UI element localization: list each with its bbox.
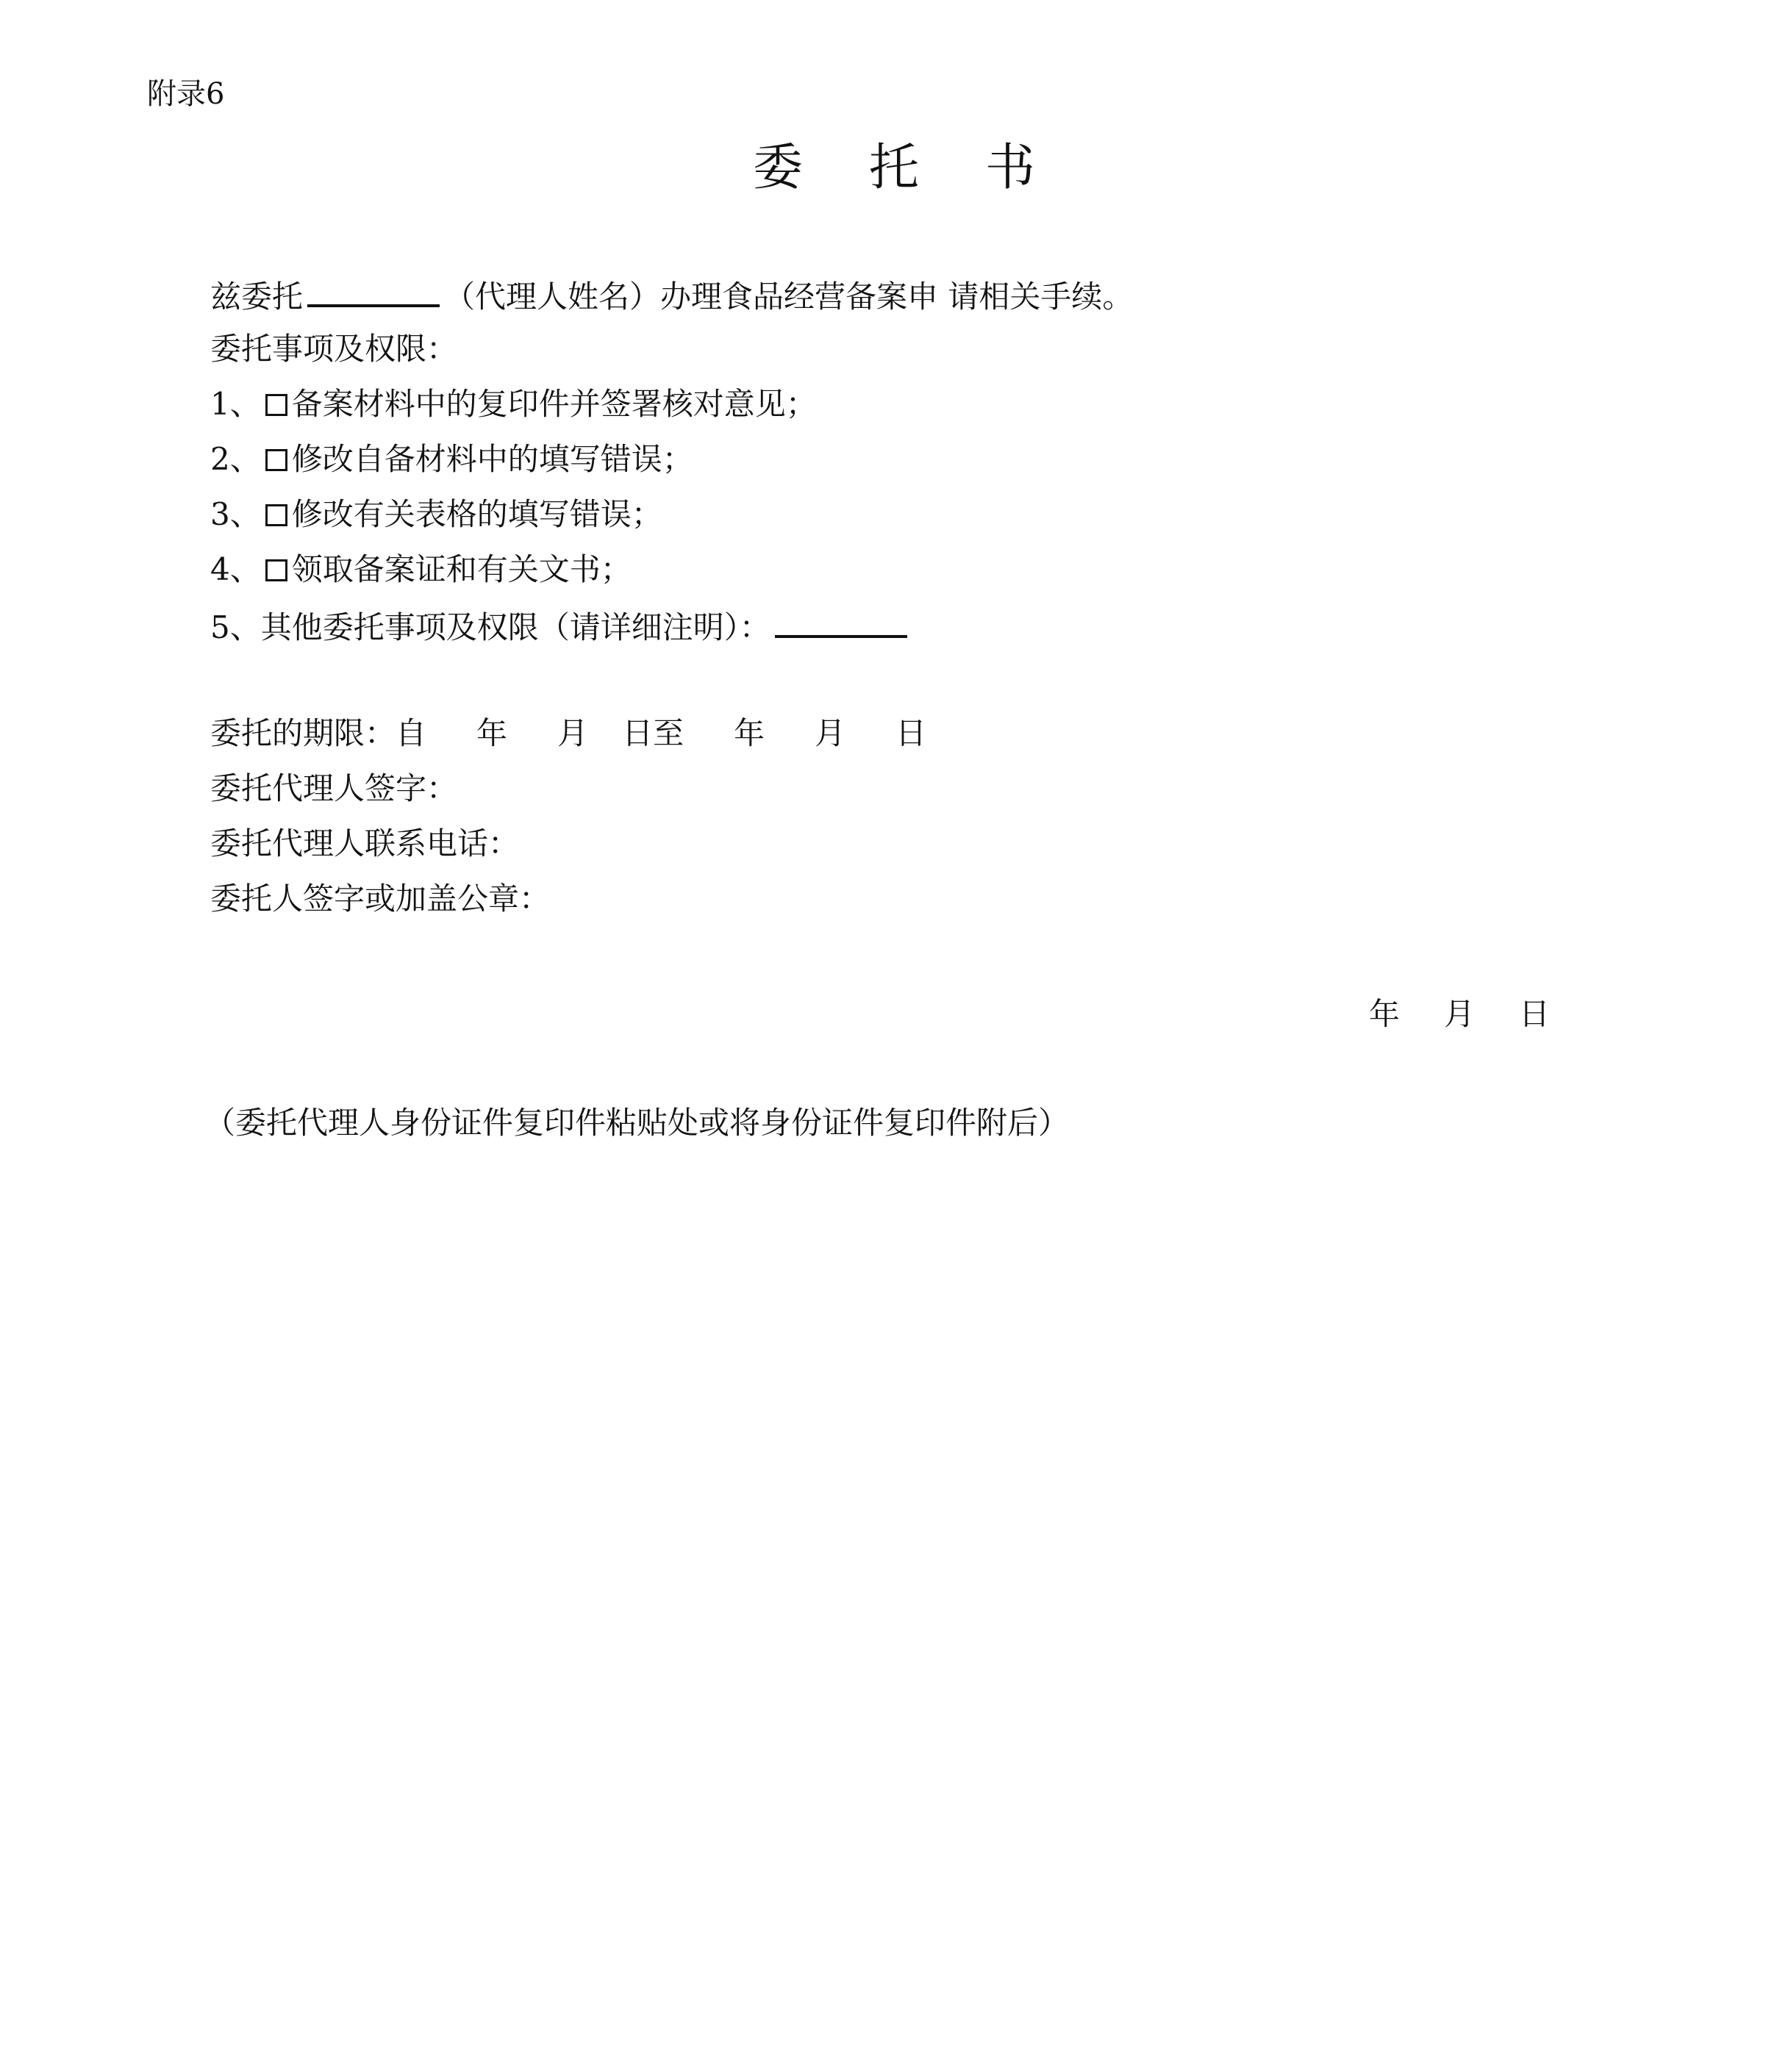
id-copy-note: （委托代理人身份证件复印件粘贴处或将身份证件复印件附后） <box>204 1105 1070 1141</box>
matters-heading: 委托事项及权限： <box>210 331 458 367</box>
item-text: 备案材料中的复印件并签署核对意见； <box>291 386 817 422</box>
period-month-2: 月 <box>815 715 846 751</box>
checkbox-icon[interactable] <box>265 559 287 581</box>
period-day-2: 日 <box>895 715 927 751</box>
agent-sign-field: 委托代理人签字： <box>210 770 458 806</box>
item-text: 5、其他委托事项及权限（请详细注明）： <box>210 609 770 645</box>
other-matters-blank[interactable] <box>775 603 907 638</box>
intro-line <box>210 272 1133 319</box>
item-number: 3、 <box>210 496 261 532</box>
period-line <box>210 711 926 756</box>
sign-date-month: 月 <box>1444 996 1476 1032</box>
period-day-to: 日至 <box>622 715 684 751</box>
checkbox-icon[interactable] <box>265 394 287 416</box>
item-number: 1、 <box>210 386 261 422</box>
document-title: 委托书 <box>752 139 1101 197</box>
principal-sign-field: 委托人签字或加盖公章： <box>210 881 551 917</box>
item-number: 2、 <box>210 441 261 477</box>
sign-date-day: 日 <box>1519 996 1551 1032</box>
item-text: 修改有关表格的填写错误； <box>291 496 662 532</box>
matter-item-1 <box>210 382 817 426</box>
checkbox-icon[interactable] <box>265 504 287 526</box>
period-month: 月 <box>557 715 589 751</box>
period-year: 年 <box>476 715 508 751</box>
period-label: 委托的期限： <box>210 715 396 751</box>
item-text: 修改自备材料中的填写错误； <box>291 441 693 477</box>
matter-item-5 <box>210 603 912 650</box>
period-year-2: 年 <box>734 715 765 751</box>
agent-name-blank[interactable] <box>307 272 440 307</box>
period-from: 自 <box>396 715 427 751</box>
matter-item-3 <box>210 492 662 537</box>
sign-date-year: 年 <box>1369 996 1401 1032</box>
matter-item-4 <box>210 548 632 592</box>
matter-item-2 <box>210 437 693 481</box>
sign-date <box>1369 992 1550 1036</box>
item-number: 4、 <box>210 551 261 587</box>
item-text: 领取备案证和有关文书； <box>291 551 632 587</box>
intro-suffix: （代理人姓名）办理食品经营备案申 请相关手续。 <box>444 279 1134 315</box>
intro-prefix: 兹委托 <box>210 279 304 315</box>
checkbox-icon[interactable] <box>265 449 287 471</box>
agent-phone-field: 委托代理人联系电话： <box>210 825 520 861</box>
appendix-label: 附录6 <box>147 77 225 111</box>
